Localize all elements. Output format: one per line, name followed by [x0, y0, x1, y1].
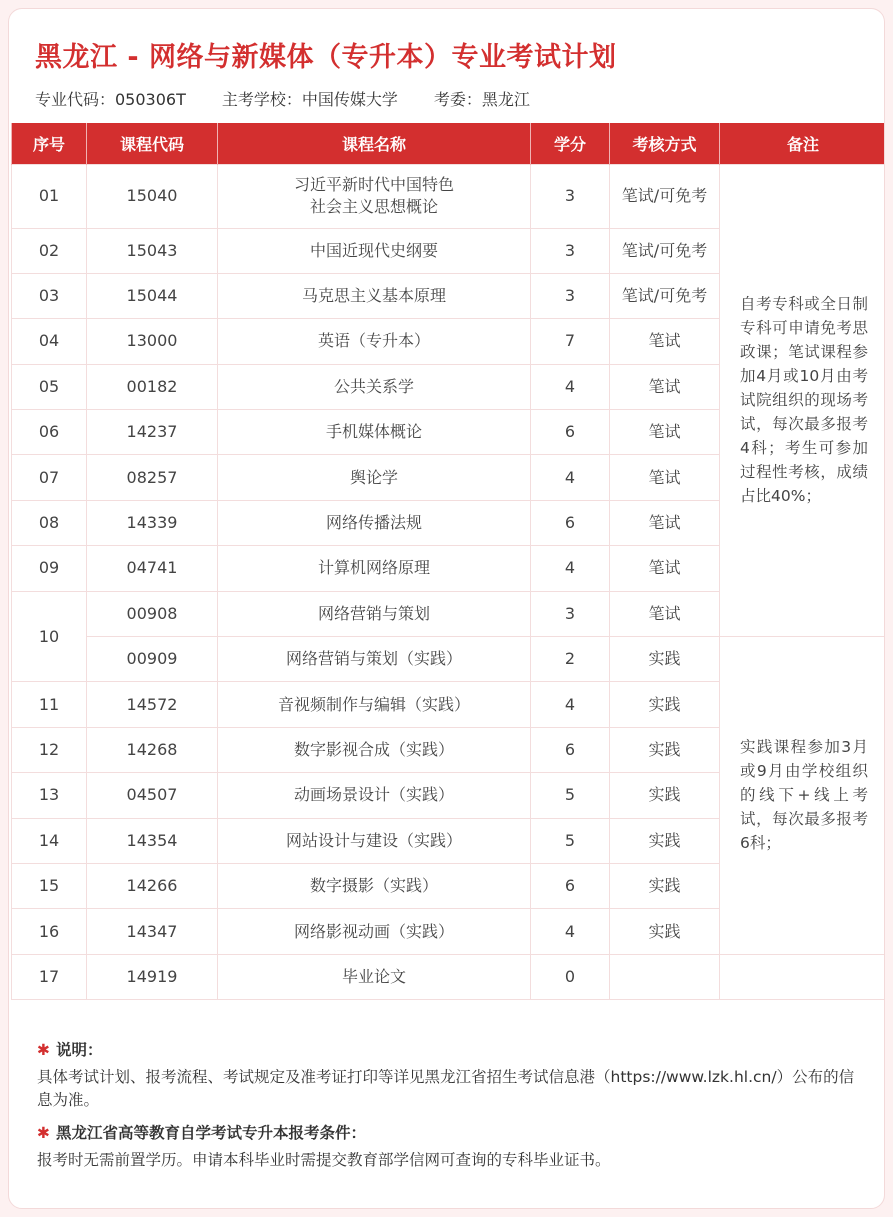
condition-text: 报考时无需前置学历。申请本科毕业时需提交教育部学信网可查询的专科毕业证书。: [37, 1151, 611, 1169]
row-no: 15: [12, 863, 87, 908]
row-no: 13: [12, 773, 87, 818]
header-no: 序号: [12, 123, 87, 164]
row-no: 04: [12, 319, 87, 364]
main-school: 主考学校：中国传媒大学: [221, 90, 398, 109]
row-code: 13000: [87, 319, 218, 364]
row-no: 05: [12, 364, 87, 409]
header-credit: 学分: [531, 123, 610, 164]
row-code: 00182: [87, 364, 218, 409]
row-method: 实践: [610, 909, 720, 954]
row-credit: 4: [531, 682, 610, 727]
row-method: 实践: [610, 727, 720, 772]
row-credit: 4: [531, 909, 610, 954]
row-code: 14347: [87, 909, 218, 954]
row-no: 01: [12, 164, 87, 228]
row-name: 计算机网络原理: [218, 546, 531, 591]
row-credit: 4: [531, 364, 610, 409]
row-remark: [720, 954, 886, 999]
row-no: 17: [12, 954, 87, 999]
row-no: 12: [12, 727, 87, 772]
row-credit: 6: [531, 410, 610, 455]
row-code: 15043: [87, 228, 218, 273]
row-name: 公共关系学: [218, 364, 531, 409]
row-credit: 4: [531, 455, 610, 500]
row-no: 09: [12, 546, 87, 591]
row-method: 实践: [610, 682, 720, 727]
row-no: 14: [12, 818, 87, 863]
table-row: [12, 637, 886, 682]
row-code: 15044: [87, 273, 218, 318]
row-no: 08: [12, 500, 87, 545]
row-credit: 2: [531, 637, 610, 682]
row-code: 14919: [87, 954, 218, 999]
row-method: 笔试/可免考: [610, 228, 720, 273]
row-method: 笔试: [610, 500, 720, 545]
row-code: 14339: [87, 500, 218, 545]
meta-line: [35, 87, 530, 110]
explain-block: [37, 1039, 867, 1112]
row-method: 笔试: [610, 319, 720, 364]
row-credit: 0: [531, 954, 610, 999]
row-credit: 6: [531, 727, 610, 772]
row-method: [610, 954, 720, 999]
row-name: 网站设计与建设（实践）: [218, 818, 531, 863]
row-method: 实践: [610, 863, 720, 908]
row-name: 手机媒体概论: [218, 410, 531, 455]
row-no: 02: [12, 228, 87, 273]
row-no: 16: [12, 909, 87, 954]
row-name: 数字影视合成（实践）: [218, 727, 531, 772]
plan-card: [8, 8, 885, 1209]
row-name: 音视频制作与编辑（实践）: [218, 682, 531, 727]
explain-heading: [37, 1039, 867, 1062]
row-code: 15040: [87, 164, 218, 228]
row-credit: 6: [531, 863, 610, 908]
row-method: 笔试: [610, 410, 720, 455]
row-name: 英语（专升本）: [218, 319, 531, 364]
row-credit: 3: [531, 591, 610, 636]
condition-block: [37, 1122, 867, 1172]
condition-title: 黑龙江省高等教育自学考试专升本报考条件：: [56, 1124, 367, 1142]
row-name: 中国近现代史纲要: [218, 228, 531, 273]
major-code: 专业代码：050306T: [35, 90, 186, 109]
notes-section: [37, 1039, 867, 1182]
row-code: 08257: [87, 455, 218, 500]
row-credit: 6: [531, 500, 610, 545]
row-name: 习近平新时代中国特色 社会主义思想概论: [218, 164, 531, 228]
asterisk-icon: ✱: [37, 1041, 50, 1059]
asterisk-icon: ✱: [37, 1124, 50, 1142]
exam-committee: 考委：黑龙江: [433, 90, 530, 109]
row-method: 实践: [610, 637, 720, 682]
row-method: 笔试: [610, 364, 720, 409]
row-credit: 4: [531, 546, 610, 591]
row-code: 14572: [87, 682, 218, 727]
row-no: 03: [12, 273, 87, 318]
explain-title: 说明：: [56, 1041, 103, 1059]
row-code: 14268: [87, 727, 218, 772]
row-name: 毕业论文: [218, 954, 531, 999]
row-method: 实践: [610, 818, 720, 863]
row-code: 04741: [87, 546, 218, 591]
row-code: 14354: [87, 818, 218, 863]
course-table: [11, 123, 885, 1000]
row-credit: 5: [531, 818, 610, 863]
table-header-row: [12, 123, 886, 164]
row-method: 笔试: [610, 455, 720, 500]
header-method: 考核方式: [610, 123, 720, 164]
remark-practice: 实践课程参加3月或9月由学校组织的线下+线上考试，每次最多报考6科；: [720, 637, 886, 955]
explain-text: 具体考试计划、报考流程、考试规定及准考证打印等详见黑龙江省招生考试信息港（https://www.lzk.hl.cn/）公布的信息为准。: [37, 1068, 855, 1109]
row-name: 网络营销与策划: [218, 591, 531, 636]
row-method: 笔试: [610, 591, 720, 636]
row-method: 实践: [610, 773, 720, 818]
row-method: 笔试/可免考: [610, 164, 720, 228]
row-no: 10: [12, 591, 87, 682]
row-no: 11: [12, 682, 87, 727]
row-code: 14266: [87, 863, 218, 908]
row-credit: 5: [531, 773, 610, 818]
row-no: 07: [12, 455, 87, 500]
row-code: 00909: [87, 637, 218, 682]
header-code: 课程代码: [87, 123, 218, 164]
row-code: 04507: [87, 773, 218, 818]
row-name: 数字摄影（实践）: [218, 863, 531, 908]
row-name: 马克思主义基本原理: [218, 273, 531, 318]
row-method: 笔试/可免考: [610, 273, 720, 318]
header-remark: 备注: [720, 123, 886, 164]
row-credit: 7: [531, 319, 610, 364]
row-credit: 3: [531, 228, 610, 273]
remark-written: 自考专科或全日制专科可申请免考思政课；笔试课程参加4月或10月由考试院组织的现场考试，每次最多报考4科；考生可参加过程性考核，成绩占比40%；: [720, 164, 886, 637]
condition-heading: [37, 1122, 867, 1145]
row-code: 00908: [87, 591, 218, 636]
row-no: 06: [12, 410, 87, 455]
row-name: 网络影视动画（实践）: [218, 909, 531, 954]
header-name: 课程名称: [218, 123, 531, 164]
row-credit: 3: [531, 273, 610, 318]
row-method: 笔试: [610, 546, 720, 591]
table-row: [12, 954, 886, 999]
row-code: 14237: [87, 410, 218, 455]
page-title: 黑龙江 - 网络与新媒体（专升本）专业考试计划: [35, 42, 617, 73]
row-name: 网络传播法规: [218, 500, 531, 545]
row-name: 舆论学: [218, 455, 531, 500]
table-row: [12, 164, 886, 228]
row-name: 动画场景设计（实践）: [218, 773, 531, 818]
row-name: 网络营销与策划（实践）: [218, 637, 531, 682]
row-credit: 3: [531, 164, 610, 228]
